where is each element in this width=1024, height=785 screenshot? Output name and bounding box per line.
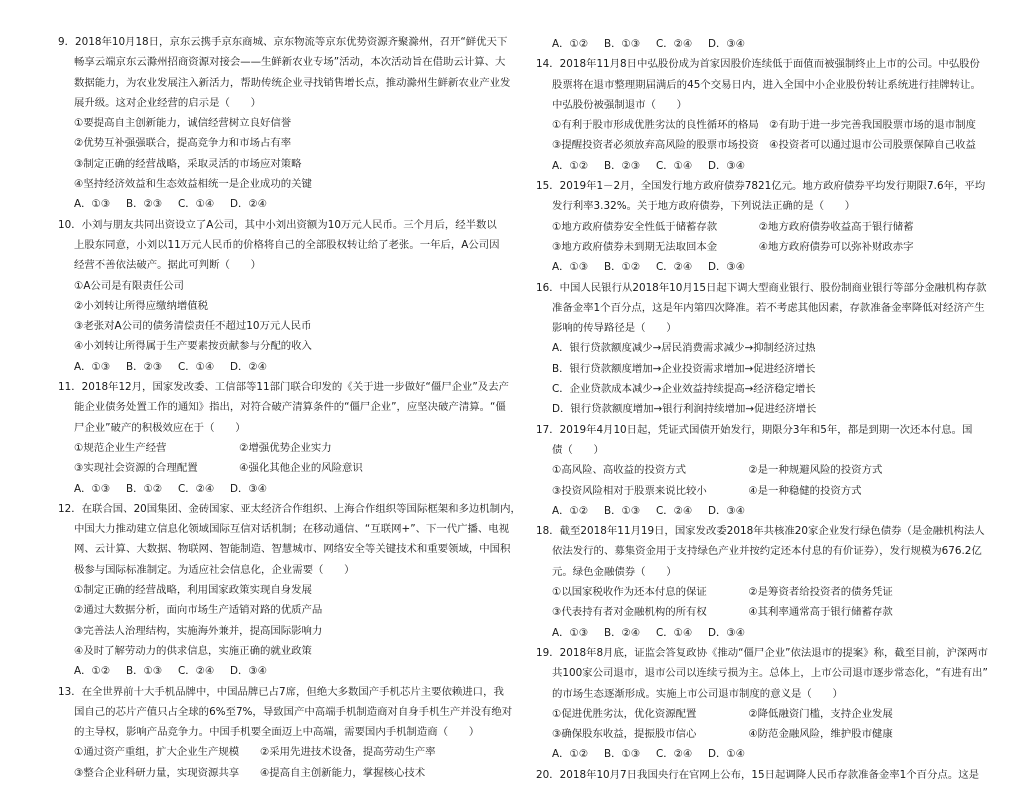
- answer-choice: D．③④: [230, 665, 268, 678]
- question-line: 17．2019年4月10日起，凭证式国债开始发行，期限分3年和5年，都是到期一次还本付息。国: [536, 423, 973, 436]
- option-line: C．企业贷款成本减少→企业效益持续提高→经济稳定增长: [552, 383, 816, 396]
- answer-choice: C．②④: [656, 38, 693, 50]
- right-column: [536, 34, 988, 785]
- answer-choices: [58, 661, 478, 681]
- option-line: ④小刘转让所得属于生产要素按贡献参与分配的收入: [74, 340, 312, 353]
- question-line: 20．2018年10月7日我国央行在官网上公布，15日起调降人民币存款准备金率1个百分点。这是: [536, 768, 979, 781]
- answer-choices: [536, 34, 956, 54]
- answer-choice: B．①③: [604, 38, 641, 50]
- option-line: ①以国家税收作为还本付息的保证 ②是筹资者给投资者的债务凭证: [552, 586, 893, 599]
- option-line: ③地方政府债券未到期无法取回本金 ④地方政府债券可以弥补财政赤字: [552, 240, 914, 253]
- text-line: 数据能力，为农业发展注入新活力，帮助传统企业寻找销售增长点，推动滁州生鲜新农业产业发: [74, 76, 511, 89]
- answer-choice: D．①④: [708, 748, 746, 761]
- answer-choice: B．②③: [604, 159, 641, 172]
- text-line: 上股东同意，小刘以11万元人民币的价格将自己的全部股权转让给了老张。一年后，A公司因: [74, 238, 500, 251]
- answer-choice: D．③④: [708, 626, 746, 639]
- answer-choice: D．③④: [230, 482, 268, 495]
- answer-choices: [536, 257, 956, 277]
- option-line: ③制定正确的经营战略，采取灵活的市场应对策略: [74, 157, 302, 170]
- answer-choice: D．③④: [708, 159, 746, 172]
- text-line: 债（ ）: [552, 443, 604, 456]
- text-line: 的主导权，影响产品竞争力。中国手机要全面迈上中高端，需要国内手机制造商（ ）: [74, 726, 480, 739]
- text-line: 中弘股份被强制退市（ ）: [552, 98, 688, 111]
- question-line: 16．中国人民银行从2018年10月15日起下调大型商业银行、股份制商业银行等部分金融机构存款: [536, 281, 987, 294]
- answer-choice: B．①②: [604, 261, 641, 274]
- text-line: 的市场生态逐渐形成。实施上市公司退市制度的意义是（ ）: [552, 687, 843, 700]
- option-line: ③提醒投资者必须放弃高风险的股票市场投资 ④投资者可以通过退市公司股票保障自己收益: [552, 139, 976, 152]
- answer-choice: A．①③: [74, 482, 111, 495]
- text-line: 股票将在退市整理期届满后的45个交易日内，进入全国中小企业股份转让系统进行挂牌转让。: [552, 78, 981, 91]
- answer-choice: A．①③: [552, 261, 589, 274]
- answer-choices: [58, 357, 478, 377]
- answer-choice: B．①③: [126, 665, 163, 678]
- answer-choice: A．①②: [552, 38, 589, 50]
- answer-choice: A．①③: [552, 626, 589, 639]
- answer-choices: [58, 479, 478, 499]
- answer-choice: B．②③: [126, 198, 163, 211]
- option-line: ①促进优胜劣汰，优化资源配置 ②降低融资门槛，支持企业发展: [552, 707, 893, 720]
- answer-choices: [536, 501, 956, 521]
- option-line: ①通过资产重组，扩大企业生产规模 ②采用先进技术设备，提高劳动生产率: [74, 746, 436, 759]
- answer-choice: A．①②: [552, 504, 589, 517]
- answer-choice: B．①②: [126, 482, 163, 495]
- option-line: ①高风险、高收益的投资方式 ②是一种规避风险的投资方式: [552, 464, 883, 477]
- option-line: ①规范企业生产经营 ②增强优势企业实力: [74, 441, 332, 454]
- answer-choice: D．②④: [230, 198, 268, 211]
- question-line: 15．2019年1－2月，全国发行地方政府债券7821亿元。地方政府债券平均发行期限7.6年，平均: [536, 180, 986, 193]
- option-line: ③确保股东收益，提振股市信心 ④防范金融风险，维护股市健康: [552, 728, 893, 741]
- option-line: ④及时了解劳动力的供求信息，实施正确的就业政策: [74, 644, 312, 657]
- text-line: 畅享云端京东云滁州招商资源对接会——生鲜新农业专场”活动，本次活动旨在借助云计算、大: [74, 56, 506, 69]
- option-line: ③代表持有者对金融机构的所有权 ④其利率通常高于银行储蓄存款: [552, 606, 893, 619]
- option-line: A．银行贷款额度减少→居民消费需求减少→抑制经济过热: [552, 342, 816, 355]
- option-line: ①地方政府债券安全性低于储蓄存款 ②地方政府债券收益高于银行储蓄: [552, 220, 914, 233]
- answer-choice: A．①②: [552, 748, 589, 761]
- answer-choice: D．③④: [708, 261, 746, 274]
- question-line: 14．2018年11月8日中弘股份成为首家因股价连续低于面值而被强制终止上市的公司。中弘股份: [536, 58, 980, 71]
- option-line: D．银行贷款额度增加→银行利润持续增加→促进经济增长: [552, 403, 817, 416]
- text-line: 依法发行的、募集资金用于支持绿色产业并按约定还本付息的有价证券），发行规模为676.2亿: [552, 545, 982, 558]
- answer-choice: B．①③: [604, 748, 641, 761]
- text-line: 发行利率3.32%。关于地方政府债券，下列说法正确的是（ ）: [552, 200, 856, 213]
- answer-choice: A．①③: [74, 198, 111, 211]
- answer-choice: B．②④: [604, 626, 641, 639]
- option-line: ③完善法人治理结构，实施海外兼并，提高国际影响力: [74, 624, 323, 637]
- answer-choices: [536, 156, 956, 176]
- question-line: 18．截至2018年11月19日，国家发改委2018年共核准20家企业发行绿色债券（是金融机构法人: [536, 525, 985, 538]
- option-line: B．银行贷款额度增加→企业投资需求增加→促进经济增长: [552, 362, 816, 375]
- option-line: ①有利于股市形成优胜劣汰的良性循环的格局 ②有助于进一步完善我国股票市场的退市制度: [552, 119, 976, 132]
- text-line: 共100家公司退市，退市公司以连续亏损为主。总体上，上市公司退市逐步常态化，“有进有出”: [552, 667, 988, 680]
- text-line: 元。绿色金融债券（ ）: [552, 565, 677, 578]
- text-line: 国自己的芯片产值只占全球的6%至7%，导致国产中高端手机制造商对自身手机生产并没有绝对: [74, 705, 513, 718]
- option-line: ③实现社会资源的合理配置 ④强化其他企业的风险意识: [74, 462, 363, 475]
- answer-choice: A．①③: [74, 360, 111, 373]
- option-line: ①制定正确的经营战略，利用国家政策实现自身发展: [74, 584, 312, 597]
- answer-choice: C．②④: [178, 665, 215, 678]
- option-line: ①A公司是有限责任公司: [74, 279, 184, 292]
- answer-choices: [58, 194, 478, 214]
- text-line: 中国大力推动建立信息化领域国际互信对话机制；在移动通信、“互联网+”、下一代广播、电视: [74, 523, 510, 536]
- answer-choice: B．②③: [126, 360, 163, 373]
- answer-choices: [536, 623, 956, 643]
- option-line: ②优势互补强强联合，提高竞争力和市场占有率: [74, 137, 292, 150]
- option-line: ②小刘转让所得应缴纳增值税: [74, 299, 209, 312]
- question-line: 10．小刘与朋友共同出资设立了A公司，其中小刘出资额为10万元人民币。三个月后，经半数以: [58, 218, 497, 231]
- answer-choice: D．③④: [708, 38, 746, 50]
- text-line: 影响的传导路径是（ ）: [552, 322, 677, 335]
- answer-choice: D．③④: [708, 504, 746, 517]
- left-column: [58, 32, 521, 783]
- text-line: 网、云计算、大数据、物联网、智能制造、智慧城市、网络安全等关键技术和重要领域，中国积: [74, 543, 511, 556]
- answer-choice: C．①④: [178, 198, 215, 211]
- answer-choice: A．①②: [74, 665, 111, 678]
- question-line: 19．2018年8月底，证监会答复政协《推动“僵尸企业”依法退市的提案》称，截至目前，沪深两市: [536, 646, 988, 659]
- text-line: 准备金率1个百分点，这是年内第四次降准。若不考虑其他因素，存款准备金率降低对经济产生: [552, 301, 985, 314]
- text-line: 展升级。这对企业经营的启示是（ ）: [74, 96, 262, 109]
- text-line: 极参与国际标准制定。为适应社会信息化，企业需要（ ）: [74, 563, 355, 576]
- answer-choice: C．②④: [656, 748, 693, 761]
- answer-choices: [536, 744, 956, 764]
- option-line: ③老张对A公司的债务清偿责任不超过10万元人民币: [74, 320, 312, 333]
- text-line: 能企业债务处置工作的通知》指出，对符合破产清算条件的“僵尸企业”，应坚决破产清算。“僵: [74, 401, 506, 414]
- question-line: 11．2018年12月，国家发改委、工信部等11部门联合印发的《关于进一步做好“僵尸企业”及去产: [58, 381, 509, 394]
- answer-choice: C．①④: [178, 360, 215, 373]
- answer-choice: B．①③: [604, 504, 641, 517]
- answer-choice: A．①②: [552, 159, 589, 172]
- answer-choice: C．①④: [656, 159, 693, 172]
- option-line: ④坚持经济效益和生态效益相统一是企业成功的关键: [74, 178, 312, 191]
- text-line: 经营不善依法破产。据此可判断（ ）: [74, 259, 262, 272]
- answer-choice: C．②④: [656, 261, 693, 274]
- question-line: 12．在联合国、20国集团、金砖国家、亚太经济合作组织、上海合作组织等国际框架和多边机制内，: [58, 502, 521, 515]
- answer-choice: C．②④: [178, 482, 215, 495]
- answer-choice: C．①④: [656, 626, 693, 639]
- option-line: ③投资风险相对于股票来说比较小 ④是一种稳健的投资方式: [552, 484, 862, 497]
- answer-choice: D．②④: [230, 360, 268, 373]
- answer-choice: C．②④: [656, 504, 693, 517]
- option-line: ③整合企业科研力量，实现资源共享 ④提高自主创新能力，掌握核心技术: [74, 766, 426, 779]
- option-line: ②通过大数据分析，面向市场生产适销对路的优质产品: [74, 604, 323, 617]
- option-line: ①要提高自主创新能力，诚信经营树立良好信誉: [74, 117, 292, 130]
- question-line: 13．在全世界前十大手机品牌中，中国品牌已占7席，但绝大多数国产手机芯片主要依赖进口，我: [58, 685, 504, 698]
- text-line: 尸企业”破产的积极效应在于（ ）: [74, 421, 246, 434]
- question-line: 9．2018年10月18日，京东云携手京东商城、京东物流等京东优势资源齐聚滁州，召开“鲜优天下: [58, 36, 508, 48]
